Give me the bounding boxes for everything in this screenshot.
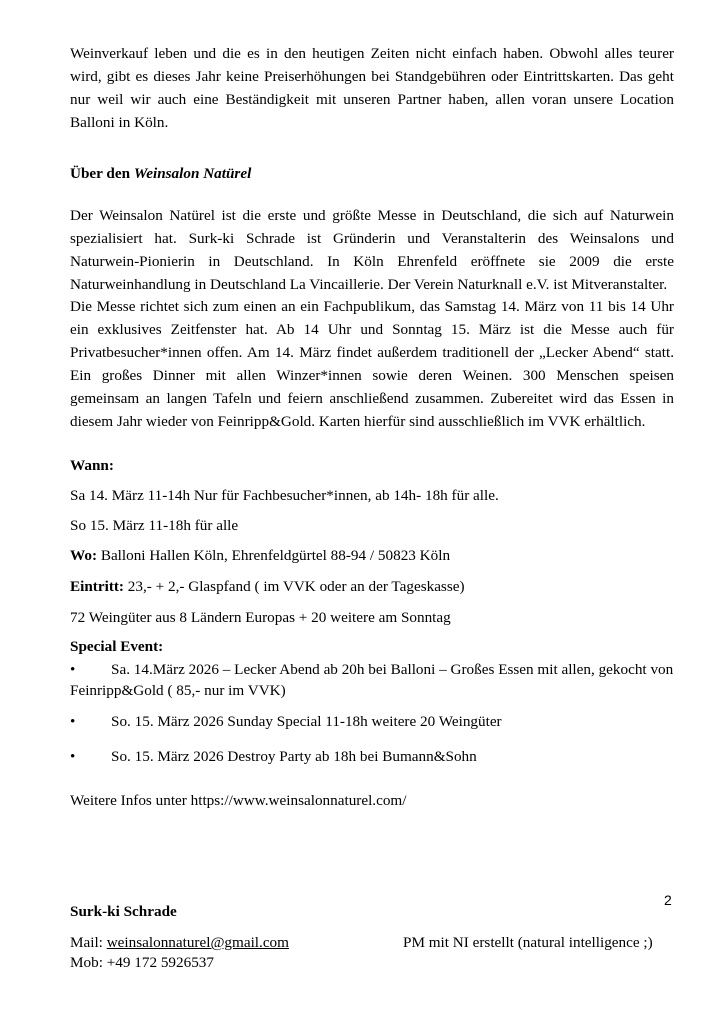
eintritt-label: Eintritt: bbox=[70, 578, 124, 595]
more-info-line: Weitere Infos unter https://www.weinsalonnaturel.com/ bbox=[70, 792, 407, 809]
special-event-text: So. 15. März 2026 Destroy Party ab 18h bei Bumann&Sohn bbox=[111, 748, 477, 765]
email-link[interactable]: weinsalonnaturel@gmail.com bbox=[106, 934, 289, 951]
wineries-line: 72 Weingüter aus 8 Ländern Europas + 20 weitere am Sonntag bbox=[70, 609, 451, 626]
about-line: spezialisiert hat. Surk-ki Schrade ist Gründerin und Veranstalterin des Weinsalons und bbox=[70, 230, 674, 247]
contact-mail-line bbox=[70, 933, 289, 953]
special-event-item bbox=[70, 659, 674, 701]
about-line: diesem Jahr wieder von Feinripp&Gold. Karten hierfür sind ausschließlich im VVK erhältlich. bbox=[70, 413, 646, 430]
page-number: 2 bbox=[664, 892, 672, 908]
special-event-label: Special Event: bbox=[70, 638, 164, 655]
mail-label: Mail: bbox=[70, 934, 107, 951]
admission-line bbox=[70, 577, 465, 597]
intro-line: nur weil wir auch eine Beständigkeit mit unseren Partner haben, allen voran unsere Location bbox=[70, 91, 674, 108]
intro-paragraph bbox=[70, 42, 674, 134]
about-line: gemeinsam an langen Tafeln und feiern anschließend zusammen. Zubereitet wird das Essen in bbox=[70, 390, 674, 407]
special-event-text: So. 15. März 2026 Sunday Special 11-18h weitere 20 Weingüter bbox=[111, 713, 502, 730]
about-line: Privatbesucher*innen offen. Am 14. März findet außerdem traditionell der „Lecker Abend“ statt. bbox=[70, 344, 674, 361]
intro-line: Balloni in Köln. bbox=[70, 114, 169, 131]
bullet-icon: • bbox=[70, 713, 76, 730]
intelligence-note: PM mit NI erstellt (natural intelligence ;) bbox=[403, 934, 653, 951]
date-saturday: Sa 14. März 11-14h Nur für Fachbesucher*innen, ab 14h- 18h für alle. bbox=[70, 487, 499, 504]
about-line: Naturwein-Pionierin in Deutschland. In Köln Ehrenfeld eröffnete sie 2009 die erste bbox=[70, 253, 674, 270]
intro-line: wird, gibt es dieses Jahr keine Preiserhöhungen bei Standgebühren oder Eintrittskarten. Das geht bbox=[70, 68, 674, 85]
date-sunday: So 15. März 11-18h für alle bbox=[70, 517, 239, 534]
eintritt-value: 23,- + 2,- Glaspfand ( im VVK oder an der Tageskasse) bbox=[124, 578, 465, 595]
about-line: Ein großes Dinner mit allen Winzer*innen sowie deren Weinen. 300 Menschen speisen bbox=[70, 367, 674, 384]
about-paragraph-2 bbox=[70, 295, 674, 433]
wo-label: Wo: bbox=[70, 547, 98, 564]
special-event-item bbox=[70, 711, 674, 732]
special-event-text-continued: Feinripp&Gold ( 85,- nur im VVK) bbox=[70, 682, 286, 699]
about-line: Der Weinsalon Natürel ist die erste und größte Messe in Deutschland, die sich auf Naturwein bbox=[70, 207, 674, 224]
about-line: Die Messe richtet sich zum einen an ein Fachpublikum, das Samstag 14. März von 11 bis 14 Uhr bbox=[70, 298, 674, 315]
contact-name: Surk-ki Schrade bbox=[70, 903, 177, 920]
contact-mobile: Mob: +49 172 5926537 bbox=[70, 954, 214, 971]
about-line: Naturweinhandlung in Deutschland La Vincaillerie. Der Verein Naturknall e.V. ist Mitveranstalter. bbox=[70, 276, 668, 293]
wo-value: Balloni Hallen Köln, Ehrenfeldgürtel 88-94 / 50823 Köln bbox=[97, 547, 451, 564]
about-paragraph-1 bbox=[70, 204, 674, 296]
about-heading-name: Weinsalon Natürel bbox=[133, 165, 252, 182]
about-heading bbox=[70, 164, 251, 184]
special-event-item bbox=[70, 746, 674, 767]
about-heading-prefix: Über den bbox=[70, 165, 134, 182]
location-line bbox=[70, 546, 450, 566]
bullet-icon: • bbox=[70, 661, 76, 678]
bullet-icon: • bbox=[70, 748, 76, 765]
wann-label: Wann: bbox=[70, 457, 114, 474]
special-event-text: Sa. 14.März 2026 – Lecker Abend ab 20h bei Balloni – Großes Essen mit allen, gekocht von bbox=[111, 661, 674, 678]
intro-line: Weinverkauf leben und die es in den heutigen Zeiten nicht einfach haben. Obwohl alles teurer bbox=[70, 45, 674, 62]
about-line: ein exklusives Zeitfenster hat. Ab 14 Uhr und Sonntag 15. März ist die Messe auch für bbox=[70, 321, 674, 338]
